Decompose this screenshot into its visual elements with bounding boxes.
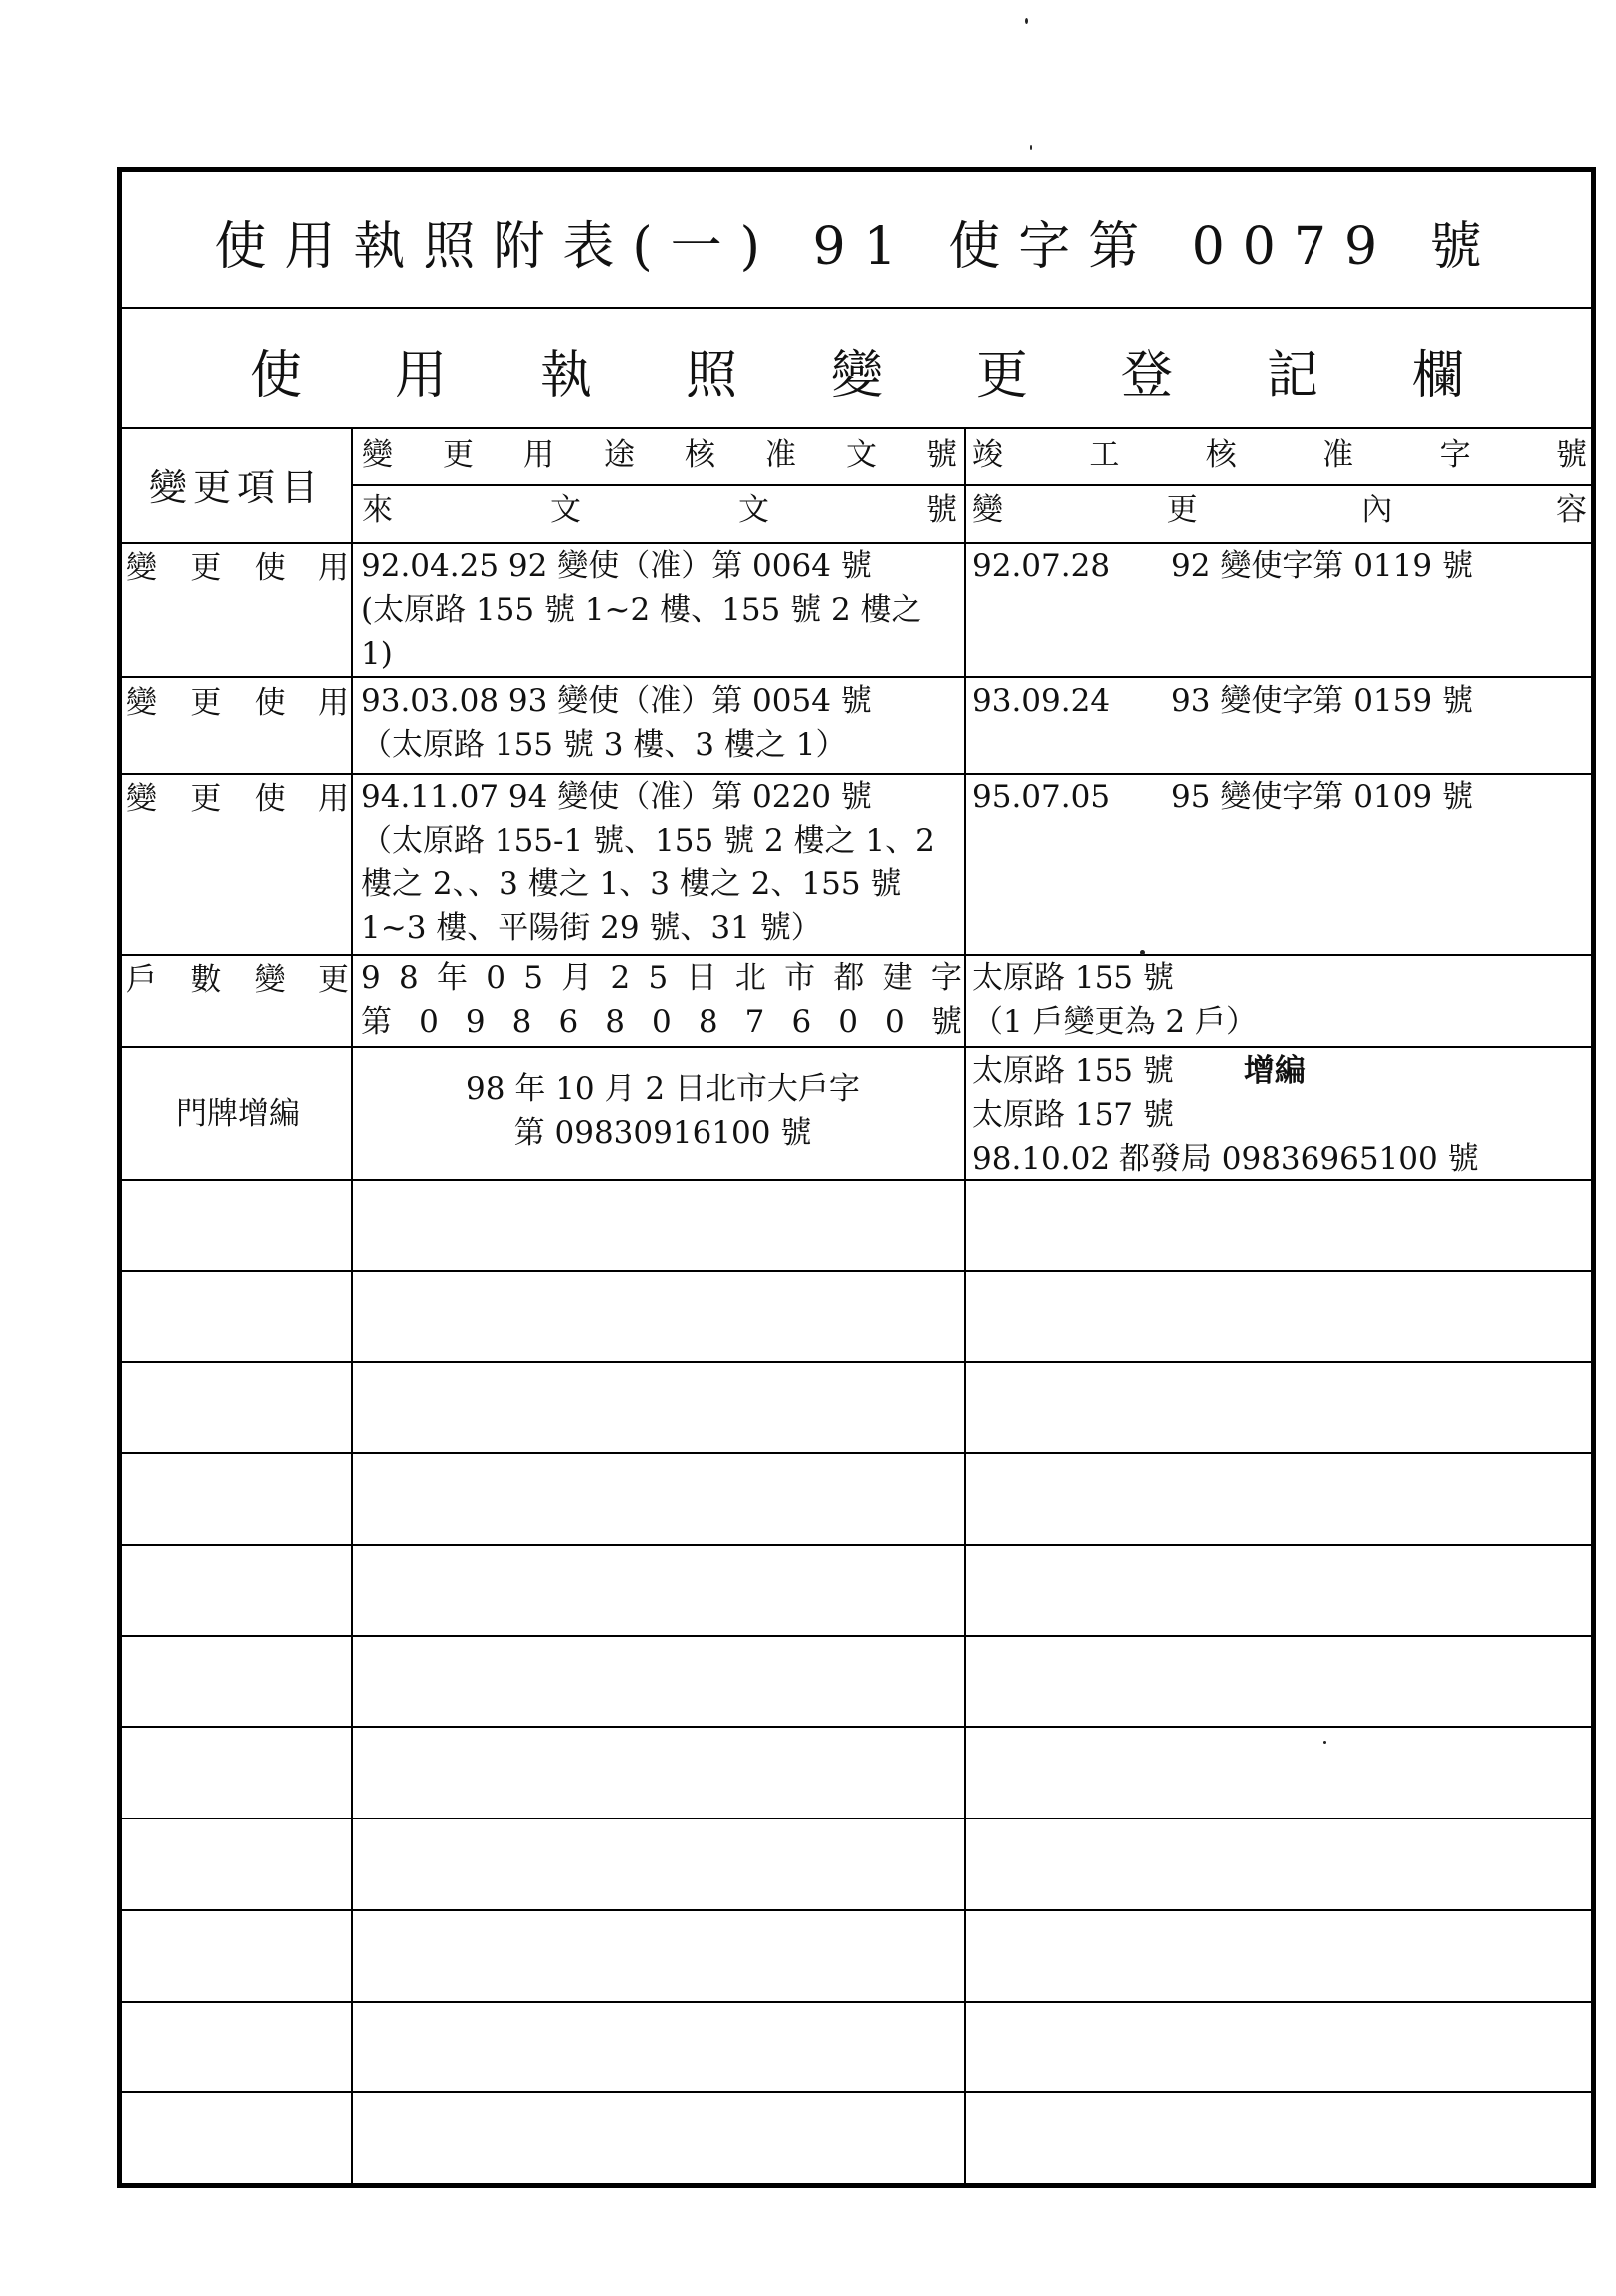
row-3-item-cell xyxy=(126,777,349,821)
row-4-doc-line-2-char: 0 xyxy=(419,1004,441,1040)
scan-speck xyxy=(1323,1741,1326,1744)
header-incoming-doc-cell xyxy=(358,488,961,540)
row-1-item-cell xyxy=(126,546,349,590)
row-4-doc-line-2-char: 8 xyxy=(698,1004,720,1040)
header-incoming-doc-char: 文 xyxy=(550,492,581,528)
row-4-result-line-2: （1 戶變更為 2 戶） xyxy=(972,1004,1258,1040)
row-2-item-char: 使 xyxy=(254,685,286,721)
row-4-item-char: 更 xyxy=(317,962,349,998)
section-title-char: 記 xyxy=(1266,345,1318,406)
row-4-doc-line-1-char: 市 xyxy=(784,960,818,996)
row-4-doc-line-1-char: 5 xyxy=(648,960,671,996)
row-4-doc-line-1-char: 月 xyxy=(561,960,595,996)
row-2-doc-line-1: 93.03.08 93 變使（准）第 0054 號 xyxy=(361,683,872,719)
row-3-doc-line-4: 1~3 樓、平陽街 29 號、31 號） xyxy=(361,910,822,946)
section-title xyxy=(250,333,1464,408)
row-5-result-line-3: 98.10.02 都發局 09836965100 號 xyxy=(972,1141,1479,1177)
empty-row-divider xyxy=(122,1361,1591,1363)
row-3-doc xyxy=(361,775,964,950)
row-4-doc-line-2 xyxy=(361,1000,964,1044)
scan-speck xyxy=(1140,950,1145,955)
header-completion-no-char: 核 xyxy=(1205,437,1237,473)
section-title-char: 使 xyxy=(250,345,303,406)
row-4-doc-line-2-char: 8 xyxy=(511,1004,534,1040)
column-divider-doc xyxy=(964,427,966,2188)
usage-permit-appendix-form xyxy=(117,167,1596,2188)
row-1-result-line-1: 92.07.28 92 變使字第 0119 號 xyxy=(972,548,1473,584)
header-change-content-char: 變 xyxy=(972,492,1003,528)
row-4-doc-line-2-char: 9 xyxy=(465,1004,488,1040)
section-title-char: 登 xyxy=(1120,345,1173,406)
empty-row-divider xyxy=(122,1544,1591,1546)
row-4-doc-line-1-char: 5 xyxy=(523,960,545,996)
divider xyxy=(122,676,1591,678)
column-divider-item xyxy=(351,427,353,2188)
empty-row-divider xyxy=(122,1909,1591,1911)
header-completion-no-char: 竣 xyxy=(972,437,1003,473)
row-4-doc-line-1-char: 0 xyxy=(486,960,507,996)
divider xyxy=(122,427,1591,429)
header-approval-doc-char: 核 xyxy=(685,437,715,473)
row-3-item-char: 用 xyxy=(317,781,349,817)
row-2-item-char: 變 xyxy=(126,685,157,721)
header-change-item: 變更項目 xyxy=(148,466,324,509)
header-completion-no xyxy=(968,433,1591,477)
row-4-doc-line-1 xyxy=(361,956,964,1000)
row-4-doc-line-1-char: 2 xyxy=(610,960,633,996)
header-change-content-cell xyxy=(968,488,1591,540)
header-change-content xyxy=(968,488,1591,532)
empty-row-divider xyxy=(122,1270,1591,1272)
row-2-item-char: 更 xyxy=(190,685,222,721)
scan-speck xyxy=(1030,145,1032,150)
divider xyxy=(353,484,1591,486)
section-title-char: 變 xyxy=(830,345,883,406)
row-4-doc-line-1-char: 9 xyxy=(361,960,383,996)
header-approval-doc-char: 變 xyxy=(362,437,393,473)
row-4-doc-line-2-char: 0 xyxy=(885,1004,907,1040)
row-1-doc-line-1: 92.04.25 92 變使（准）第 0064 號 xyxy=(361,548,872,584)
row-1-result xyxy=(972,544,1589,588)
section-title-char: 執 xyxy=(539,345,592,406)
row-1-item xyxy=(126,546,349,590)
row-4-result-line-1: 太原路 155 號 xyxy=(972,960,1174,996)
row-3-doc-line-3: 樓之 2、、3 樓之 1、3 樓之 2、155 號 xyxy=(361,866,902,902)
row-4-doc-line-1-char: 年 xyxy=(437,960,470,996)
header-incoming-doc xyxy=(358,488,961,532)
section-title-char: 照 xyxy=(685,345,737,406)
header-approval-doc xyxy=(358,433,961,477)
row-3-doc-line-1: 94.11.07 94 變使（准）第 0220 號 xyxy=(361,779,872,815)
row-5-result xyxy=(972,1050,1589,1181)
empty-row-divider xyxy=(122,1726,1591,1728)
empty-row-divider xyxy=(122,1635,1591,1637)
row-3-result xyxy=(972,775,1589,819)
header-incoming-doc-char: 號 xyxy=(926,492,957,528)
row-4-doc-line-2-char: 6 xyxy=(558,1004,581,1040)
row-5-doc-line-2: 第 09830916100 號 xyxy=(513,1115,812,1151)
section-title-char: 用 xyxy=(394,345,447,406)
row-4-item-char: 數 xyxy=(190,962,222,998)
header-approval-doc-char: 更 xyxy=(443,437,474,473)
header-completion-no-cell xyxy=(968,433,1591,484)
divider xyxy=(122,1046,1591,1048)
header-approval-doc-char: 文 xyxy=(846,437,877,473)
header-completion-no-char: 字 xyxy=(1439,437,1471,473)
row-3-item xyxy=(126,777,349,821)
header-change-content-char: 容 xyxy=(1555,492,1587,528)
row-5-doc xyxy=(361,1067,964,1155)
row-4-result xyxy=(972,956,1589,1044)
row-2-item-cell xyxy=(126,681,349,725)
row-5-result-line-1: 太原路 155 號 xyxy=(972,1053,1174,1089)
row-5-item: 門牌增編 xyxy=(176,1096,300,1132)
row-3-item-char: 變 xyxy=(126,781,157,817)
row-4-item-cell xyxy=(126,958,349,1002)
header-approval-doc-char: 准 xyxy=(765,437,796,473)
row-2-doc xyxy=(361,679,964,767)
header-approval-doc-char: 用 xyxy=(523,437,554,473)
row-4-doc-line-2-char: 7 xyxy=(744,1004,767,1040)
header-approval-doc-char: 途 xyxy=(604,437,635,473)
row-2-item-char: 用 xyxy=(317,685,349,721)
row-4-item-char: 戶 xyxy=(126,962,157,998)
row-4-doc-line-1-char: 日 xyxy=(686,960,719,996)
form-title: 使用執照附表(一) 91 使字第 0079 號 xyxy=(214,216,1500,277)
row-3-item-char: 更 xyxy=(190,781,222,817)
row-1-item-char: 變 xyxy=(126,550,157,586)
header-approval-doc-char: 號 xyxy=(926,437,957,473)
section-title-char: 欄 xyxy=(1411,345,1464,406)
row-5-result-tag: 增編 xyxy=(1243,1053,1306,1089)
row-4-doc-line-1-char: 8 xyxy=(399,960,421,996)
empty-row-divider xyxy=(122,2001,1591,2003)
empty-row-divider xyxy=(122,1452,1591,1454)
row-3-result-line-1: 95.07.05 95 變使字第 0109 號 xyxy=(972,779,1473,815)
row-5-doc-line-1: 98 年 10 月 2 日北市大戶字 xyxy=(466,1071,860,1107)
section-title-char: 更 xyxy=(975,345,1028,406)
row-4-doc-line-2-char: 6 xyxy=(791,1004,814,1040)
header-approval-doc-cell xyxy=(358,433,961,484)
row-4-doc-line-2-char: 0 xyxy=(652,1004,674,1040)
row-4-doc-line-2-char: 8 xyxy=(605,1004,627,1040)
header-incoming-doc-char: 文 xyxy=(738,492,769,528)
row-3-item-char: 使 xyxy=(254,781,286,817)
row-1-doc-line-2: (太原路 155 號 1~2 樓、155 號 2 樓之 xyxy=(361,592,922,628)
scan-speck xyxy=(1025,18,1028,24)
row-4-doc-line-2-char: 號 xyxy=(930,1004,964,1040)
row-3-doc-line-2: （太原路 155-1 號、155 號 2 樓之 1、2 xyxy=(361,823,935,859)
divider xyxy=(122,307,1591,309)
empty-row-divider xyxy=(122,2091,1591,2093)
row-4-doc-line-1-char: 建 xyxy=(882,960,915,996)
row-1-doc-line-3: 1) xyxy=(361,636,393,671)
row-1-doc xyxy=(361,544,964,675)
row-4-doc-line-1-char: 字 xyxy=(930,960,964,996)
row-4-doc-line-2-char: 0 xyxy=(838,1004,860,1040)
row-2-item xyxy=(126,681,349,725)
header-completion-no-char: 工 xyxy=(1089,437,1120,473)
header-completion-no-char: 准 xyxy=(1322,437,1354,473)
header-change-content-char: 更 xyxy=(1166,492,1198,528)
row-4-item xyxy=(126,958,349,1002)
row-5-result-line-2: 太原路 157 號 xyxy=(972,1097,1174,1133)
row-2-doc-line-2: （太原路 155 號 3 樓、3 樓之 1） xyxy=(361,727,847,763)
row-1-item-char: 更 xyxy=(190,550,222,586)
row-2-result xyxy=(972,679,1589,723)
header-incoming-doc-char: 來 xyxy=(362,492,393,528)
empty-row-divider xyxy=(122,1818,1591,1819)
header-completion-no-char: 號 xyxy=(1555,437,1587,473)
row-4-doc xyxy=(361,956,964,1044)
row-4-doc-line-1-char: 都 xyxy=(833,960,867,996)
section-title-row xyxy=(122,311,1591,429)
row-4-doc-line-2-char: 第 xyxy=(361,1004,394,1040)
row-1-item-char: 用 xyxy=(317,550,349,586)
row-4-item-char: 變 xyxy=(254,962,286,998)
row-4-doc-line-1-char: 北 xyxy=(734,960,768,996)
row-5-result-line-1-wrap xyxy=(972,1050,1589,1093)
row-1-item-char: 使 xyxy=(254,550,286,586)
header-change-content-char: 內 xyxy=(1361,492,1393,528)
divider xyxy=(122,1179,1591,1181)
row-2-result-line-1: 93.09.24 93 變使字第 0159 號 xyxy=(972,683,1473,719)
